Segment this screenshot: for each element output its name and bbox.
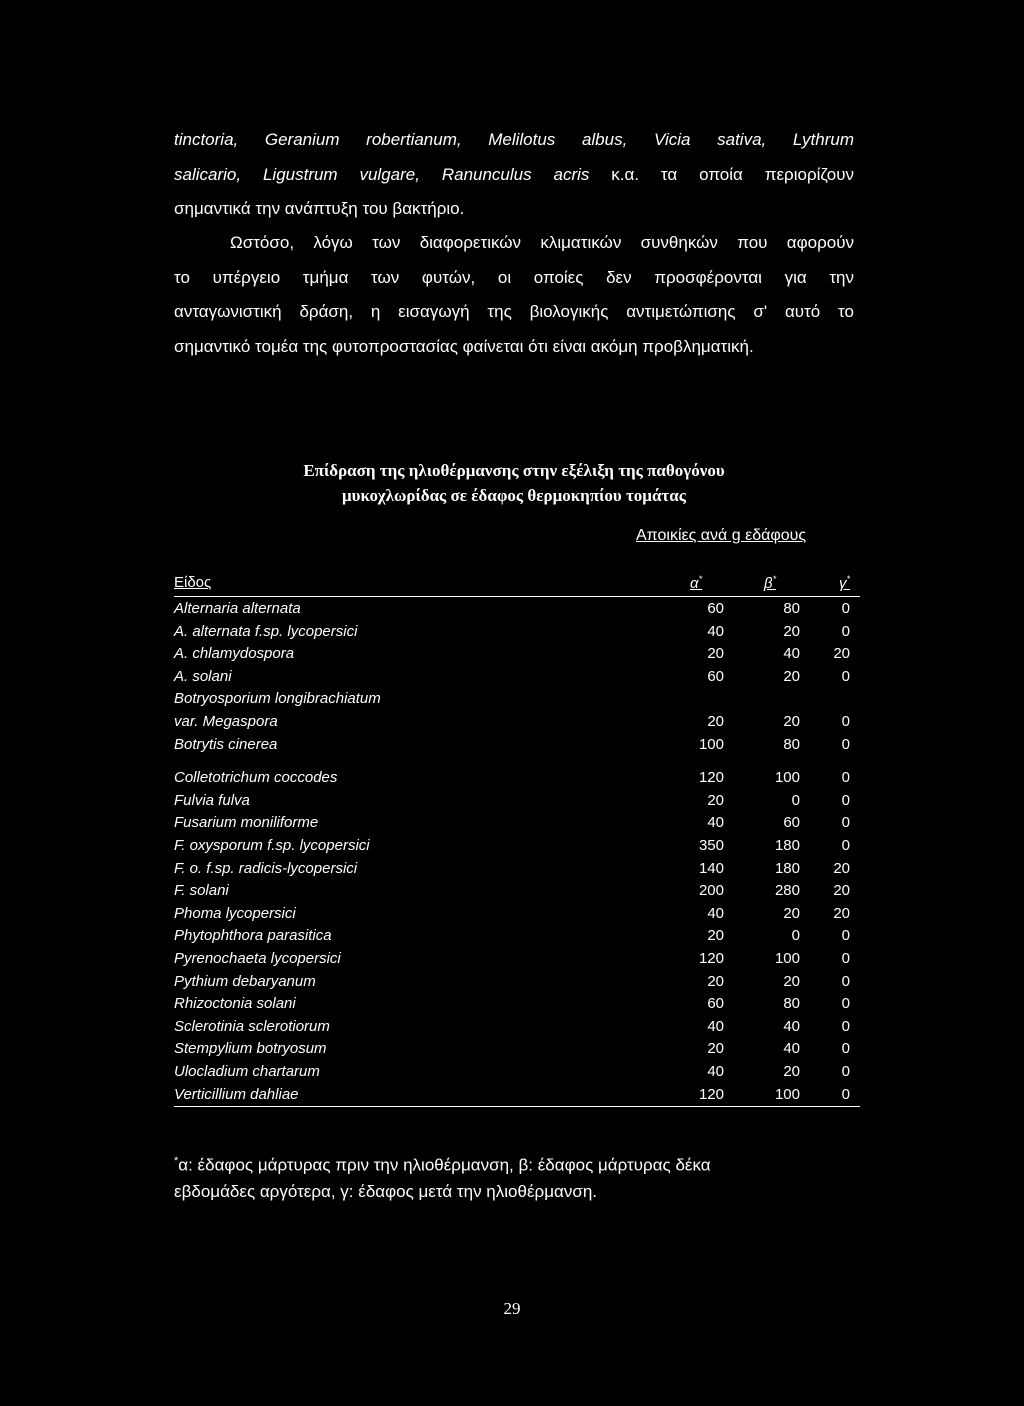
value-g: 0 bbox=[841, 791, 850, 809]
table-row bbox=[174, 666, 860, 688]
value-b: 180 bbox=[774, 837, 800, 854]
paragraph-line: tinctoria, Geranium robertianum, Melilotus albus, Vicia sativa, Lythrum bbox=[174, 130, 854, 149]
species-name: Alternaria alternata bbox=[174, 600, 301, 617]
column-header-g-label: γ bbox=[839, 575, 847, 592]
value-a: 200 bbox=[698, 882, 724, 900]
table-row bbox=[174, 1061, 860, 1083]
table-row bbox=[174, 1084, 860, 1107]
value-b: 80 bbox=[783, 600, 800, 617]
paragraph-line: σημαντικό τομέα της φυτοπροστασίας φαίνεται ότι είναι ακόμη προβληματική. bbox=[174, 336, 754, 356]
species-names: salicario, Ligustrum vulgare, Ranunculus acris bbox=[174, 164, 590, 184]
value-g: 0 bbox=[841, 1017, 850, 1035]
paragraph-line bbox=[174, 158, 854, 193]
footnote-marker: * bbox=[698, 574, 703, 584]
value-g: 0 bbox=[841, 995, 850, 1013]
value-b: 20 bbox=[783, 904, 800, 922]
value-b: 100 bbox=[774, 1085, 800, 1103]
table-row bbox=[174, 948, 860, 970]
species-name: Botryosporium longibrachiatum bbox=[174, 690, 381, 708]
value-g: 0 bbox=[841, 972, 850, 990]
value-g: 20 bbox=[833, 859, 850, 877]
value-a: 60 bbox=[707, 667, 724, 685]
column-header-a bbox=[690, 574, 702, 592]
paragraph-line: το υπέργειο τμήμα των φυτών, οι οποίες δεν προσφέρονται για την bbox=[174, 267, 854, 287]
value-a: 140 bbox=[698, 859, 724, 877]
footnote-marker: * bbox=[772, 574, 777, 584]
species-name: Ulocladium chartarum bbox=[174, 1063, 320, 1080]
value-a: 20 bbox=[707, 713, 724, 730]
species-name: F. o. f.sp. radicis-lycopersici bbox=[174, 859, 358, 877]
species-name: Phytophthora parasitica bbox=[174, 927, 332, 945]
value-g: 0 bbox=[841, 837, 850, 854]
species-name: F. oxysporum f.sp. lycopersici bbox=[174, 837, 370, 854]
value-a: 20 bbox=[707, 927, 724, 945]
species-name: var. Megaspora bbox=[174, 713, 278, 730]
table-row bbox=[174, 598, 860, 620]
colonies-group-header: Αποικίες ανά g εδάφους bbox=[636, 527, 807, 544]
value-g: 20 bbox=[833, 645, 850, 663]
species-name: A. solani bbox=[174, 667, 232, 685]
value-b: 100 bbox=[774, 950, 800, 967]
table-row bbox=[174, 993, 860, 1015]
value-b: 20 bbox=[783, 1063, 800, 1080]
table-row bbox=[174, 734, 860, 756]
value-b: 20 bbox=[783, 622, 800, 640]
species-name: Phoma lycopersici bbox=[174, 904, 296, 922]
table-row bbox=[174, 711, 860, 733]
table-row bbox=[174, 903, 860, 925]
value-a: 120 bbox=[698, 950, 724, 967]
value-a: 40 bbox=[707, 904, 724, 922]
value-g: 0 bbox=[841, 927, 850, 945]
value-b: 60 bbox=[783, 814, 800, 832]
table-header-row bbox=[174, 574, 860, 597]
value-b: 40 bbox=[783, 1017, 800, 1035]
page-number: 29 bbox=[503, 1299, 521, 1318]
paragraph-biological-control bbox=[174, 226, 854, 364]
value-g: 20 bbox=[833, 904, 850, 922]
value-g: 0 bbox=[841, 735, 850, 753]
table-row bbox=[174, 812, 860, 834]
species-name: A. chlamydospora bbox=[174, 645, 295, 663]
paragraph-line: ανταγωνιστική δράση, η εισαγωγή της βιολογικής αντιμετώπισης σ' αυτό το bbox=[174, 302, 854, 321]
value-b: 20 bbox=[783, 972, 800, 990]
column-header-b bbox=[764, 574, 776, 592]
value-a: 60 bbox=[707, 995, 724, 1013]
table-row bbox=[174, 643, 860, 665]
footnote-marker: * bbox=[846, 574, 851, 584]
value-a: 40 bbox=[707, 622, 724, 640]
value-a: 40 bbox=[707, 814, 724, 832]
paragraph-text: κ.α. τα οποία περιορίζουν bbox=[589, 164, 855, 184]
value-a: 350 bbox=[698, 837, 724, 854]
value-b: 280 bbox=[774, 882, 800, 900]
table-row bbox=[174, 688, 860, 710]
table-row bbox=[174, 925, 860, 947]
paragraph-species-list bbox=[174, 123, 854, 227]
table-row bbox=[174, 1038, 860, 1060]
table-row bbox=[174, 971, 860, 993]
species-name: Pythium debaryanum bbox=[174, 972, 316, 990]
value-a: 120 bbox=[698, 1085, 724, 1103]
table-row bbox=[174, 767, 860, 789]
column-header-g bbox=[839, 574, 850, 592]
species-name: Fusarium moniliforme bbox=[174, 814, 319, 832]
table-row bbox=[174, 835, 860, 857]
value-g: 0 bbox=[841, 814, 850, 832]
value-b: 40 bbox=[783, 1040, 800, 1058]
value-a: 100 bbox=[698, 735, 724, 753]
value-b: 80 bbox=[783, 735, 800, 753]
value-b: 180 bbox=[774, 859, 800, 877]
value-b: 40 bbox=[783, 645, 800, 663]
species-name: A. alternata f.sp. lycopersici bbox=[174, 622, 358, 640]
species-name: Botrytis cinerea bbox=[174, 735, 278, 753]
table-title-line: μυκοχλωρίδας σε έδαφος θερμοκηπίου τομάτας bbox=[342, 486, 686, 505]
value-b: 100 bbox=[774, 769, 800, 787]
table-title-line: Επίδραση της ηλιοθέρμανσης στην εξέλιξη της παθογόνου bbox=[303, 461, 725, 480]
column-header-a-label: α bbox=[690, 575, 699, 592]
value-a: 20 bbox=[707, 645, 724, 663]
table-row bbox=[174, 858, 860, 880]
species-column-header: Είδος bbox=[174, 574, 212, 591]
column-header-b-label: β bbox=[764, 575, 773, 592]
table-row bbox=[174, 621, 860, 643]
species-name: Fulvia fulva bbox=[174, 791, 250, 809]
table-row bbox=[174, 880, 860, 902]
species-name: Rhizoctonia solani bbox=[174, 995, 296, 1013]
paragraph-line: Ωστόσο, λόγω των διαφορετικών κλιματικών συνθηκών που αφορούν bbox=[230, 233, 854, 252]
value-g: 0 bbox=[841, 1040, 850, 1058]
footnote-line: εβδομάδες αργότερα, γ: έδαφος μετά την ηλιοθέρμανση. bbox=[174, 1181, 597, 1201]
species-name: Pyrenochaeta lycopersici bbox=[174, 950, 341, 967]
value-g: 0 bbox=[841, 950, 850, 967]
value-a: 20 bbox=[707, 791, 724, 809]
value-a: 20 bbox=[707, 972, 724, 990]
value-g: 0 bbox=[841, 769, 850, 787]
value-a: 40 bbox=[707, 1063, 724, 1080]
paragraph-line: σημαντικά την ανάπτυξη του βακτήριο. bbox=[174, 199, 465, 218]
table-footnote bbox=[174, 1148, 854, 1205]
value-g: 0 bbox=[841, 1063, 850, 1080]
footnote-text: α: έδαφος μάρτυρας πριν την ηλιοθέρμανση, β: έδαφος μάρτυρας δέκα bbox=[178, 1155, 711, 1175]
value-a: 60 bbox=[707, 600, 724, 617]
species-name: Stempylium botryosum bbox=[174, 1040, 327, 1058]
value-a: 120 bbox=[698, 769, 724, 787]
value-g: 0 bbox=[841, 1085, 850, 1103]
footnote-marker: * bbox=[174, 1155, 179, 1167]
value-b: 20 bbox=[783, 667, 800, 685]
species-name: F. solani bbox=[174, 882, 229, 900]
value-b: 0 bbox=[791, 927, 800, 945]
footnote-line bbox=[174, 1148, 854, 1179]
table-row bbox=[174, 1016, 860, 1038]
value-b: 80 bbox=[783, 995, 800, 1013]
species-name: Colletotrichum coccodes bbox=[174, 769, 338, 787]
value-g: 0 bbox=[841, 713, 850, 730]
value-a: 40 bbox=[707, 1017, 724, 1035]
value-g: 0 bbox=[841, 622, 850, 640]
table-row bbox=[174, 790, 860, 812]
species-name: Verticillium dahliae bbox=[174, 1085, 299, 1103]
value-g: 0 bbox=[841, 667, 850, 685]
value-g: 20 bbox=[833, 882, 850, 900]
value-g: 0 bbox=[841, 600, 850, 617]
species-name: Sclerotinia sclerotiorum bbox=[174, 1017, 330, 1035]
value-b: 20 bbox=[783, 713, 800, 730]
value-b: 0 bbox=[791, 791, 800, 809]
table-title bbox=[174, 458, 854, 508]
value-a: 20 bbox=[707, 1040, 724, 1058]
